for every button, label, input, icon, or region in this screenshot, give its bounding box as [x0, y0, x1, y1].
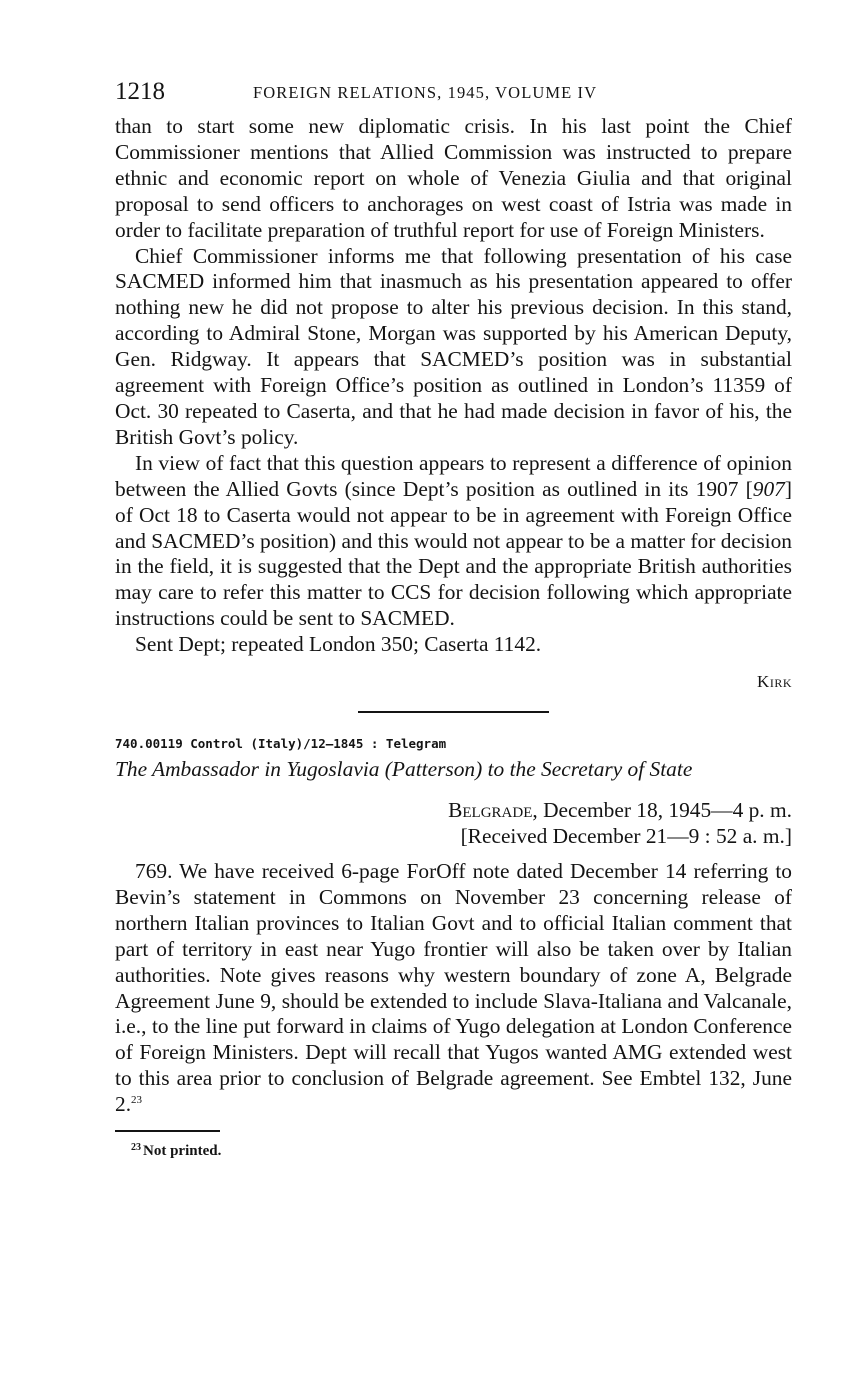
page-number: 1218 — [115, 78, 165, 105]
dateline — [115, 797, 792, 849]
section-separator — [358, 711, 549, 713]
running-head — [115, 74, 792, 114]
telegram-text: 769. We have received 6-page ForOff note dated December 14 referring to Bevin’s statement in Commons on November 23 concerning release of northern Italian provinces to Italian Govt and to official Italian comment that part of territory in east near Yugo frontier will also be taken over by Italian authorities. Note gives reasons why western boundary of zone A, Belgrade Agreement June 9, should be extended to include Slava-Italiana and Valcanale, i.e., to the line put forward in claims of Yugo delegation at London Conference of Foreign Ministers. Dept will recall that Yugos wanted AMG extended west to this area prior to conclusion of Belgrade agreement. See Embtel 132, June 2. — [115, 859, 792, 1117]
document-page — [115, 74, 792, 1160]
footnote-reference: 23 — [131, 1094, 143, 1107]
body-paragraph: Chief Commissioner informs me that following presentation of his case SACMED informed him that inasmuch as his presentation appeared to offer nothing new he did not propose to alter his previous decision. In this stand, according to Admiral Stone, Morgan was supported by his American Deputy, Gen. Ridgway. It appears that SACMED’s position was in substantial agreement with Foreign Office’s position as outlined in London’s 11359 of Oct. 30 repeated to Caserta, and that he had made decision in favor of his, the British Govt’s policy. — [115, 243, 792, 449]
footnote-text: Not printed. — [143, 1143, 222, 1160]
date: December 18, 1945—4 p. m. — [537, 798, 792, 823]
received-date: [Received December 21—9 : 52 a. m.] — [460, 824, 792, 849]
continued-paragraph: than to start some new diplomatic crisis. In his last point the Chief Commissioner mentions that Allied Commission was instructed to prepare ethnic and economic report on whole of Venezia Giulia and that original proposal to send officers to anchorages on west coast of Istria was made in order to facilitate preparation of truthful report for use of Foreign Ministers. — [115, 114, 792, 242]
place-date — [115, 797, 792, 823]
telegram-number-italic: 907 — [752, 476, 785, 501]
footnote — [131, 1143, 792, 1160]
telegram-body — [115, 859, 792, 1118]
running-title: FOREIGN RELATIONS, 1945, VOLUME IV — [253, 83, 598, 102]
paragraph-text: ] of Oct 18 to Caserta would not appear to be in agreement with Foreign Office and SACMED’s position) and this would not appear to be a matter for decision in the field, it is suggested that the Dept and the appropriate British authorities may care to refer this matter to CCS for decision following which appropriate instructions could be sent to SACMED. — [115, 476, 792, 631]
body-paragraph — [115, 451, 792, 632]
file-reference: 740.00119 Control (Italy)/12–1845 : Telegram — [115, 736, 447, 752]
footnote-mark: 23 — [131, 1142, 141, 1154]
distribution-line: Sent Dept; repeated London 350; Caserta 1142. — [135, 632, 542, 657]
signature: Kirk — [757, 672, 792, 692]
paragraph-text: In view of fact that this question appears to represent a difference of opinion between the Allied Govts (since Dept’s position as outlined in its 1907 [ — [115, 450, 792, 501]
footnote-rule — [115, 1130, 220, 1132]
place: Belgrade, — [448, 798, 538, 823]
document-title: The Ambassador in Yugoslavia (Patterson) to the Secretary of State — [115, 757, 693, 782]
